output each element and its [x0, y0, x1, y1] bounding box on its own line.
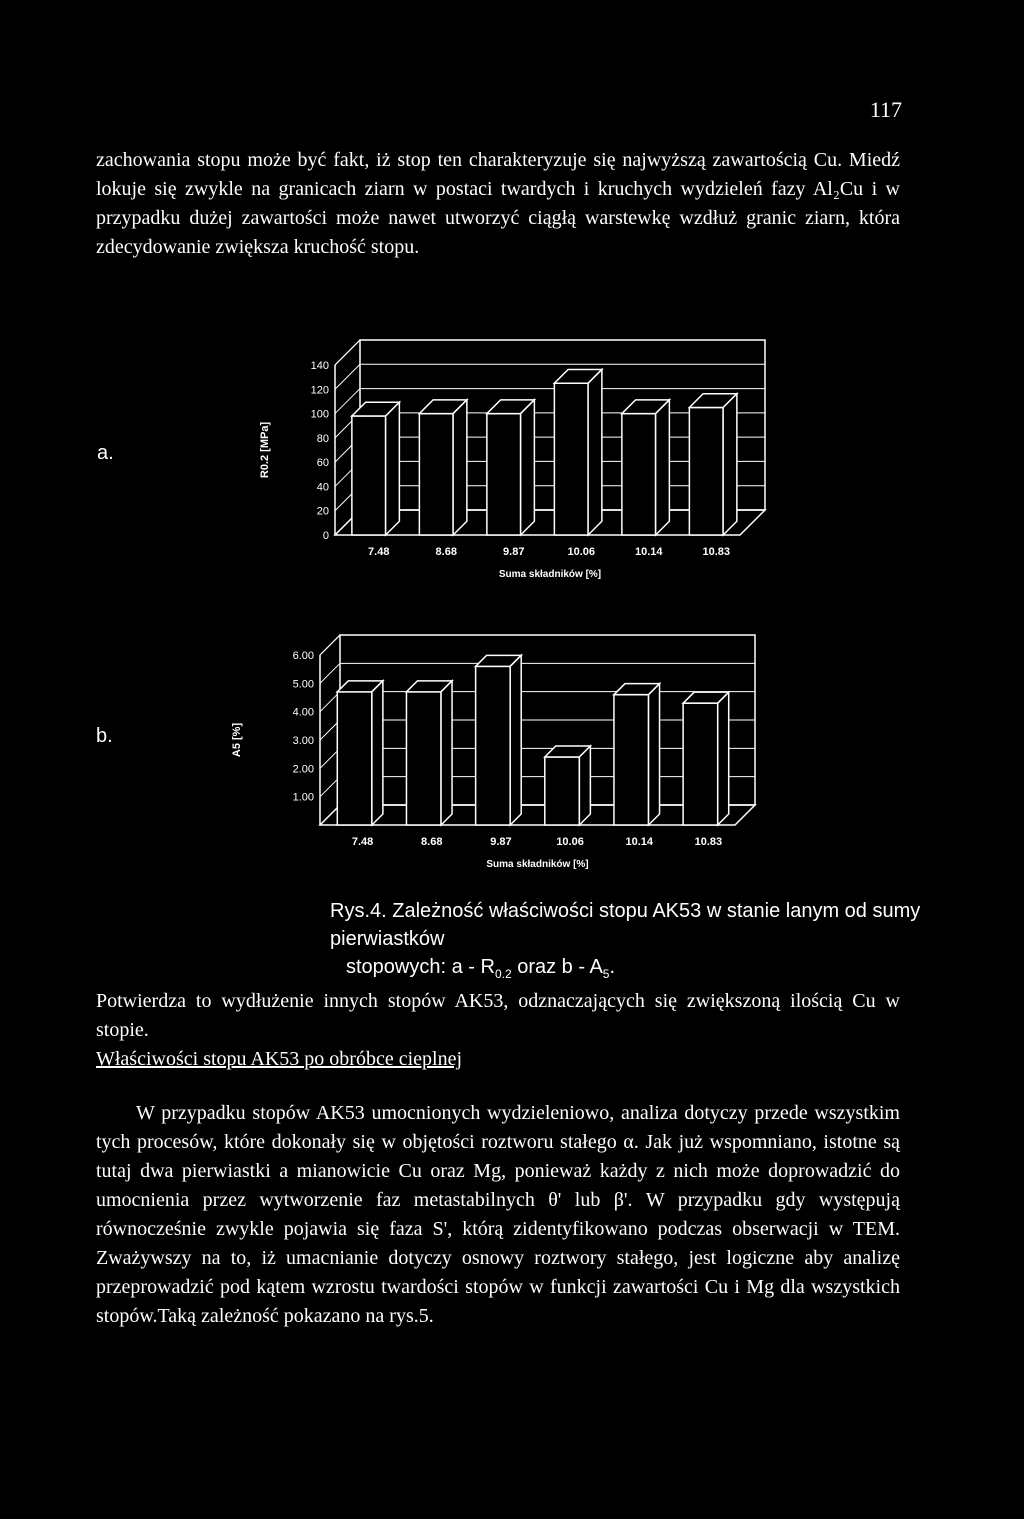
bar: [689, 408, 723, 536]
bar-side: [656, 400, 670, 535]
caption-text: oraz b - A: [511, 956, 603, 978]
bar: [683, 703, 718, 825]
y-tick-label: 20: [316, 505, 329, 518]
bar-side: [579, 746, 590, 825]
panel-label-b: b.: [96, 725, 113, 747]
x-axis-title: Suma składników [%]: [498, 569, 602, 580]
caption-text: .: [609, 956, 616, 978]
grid-line: [320, 663, 340, 683]
grid-line: [320, 635, 340, 655]
x-axis-title: Suma składników [%]: [486, 859, 589, 870]
x-tick-label: 10.83: [694, 836, 723, 848]
caption-subscript: 0.2: [494, 967, 512, 981]
y-axis-title: R0.2 [MPa]: [259, 421, 271, 479]
bar: [406, 692, 441, 825]
bar-side: [588, 369, 602, 535]
bar: [476, 666, 511, 825]
bar: [622, 414, 656, 535]
y-tick-label: 6.00: [292, 650, 314, 662]
chart-r02: [240, 335, 800, 595]
y-tick-label: 0: [322, 530, 329, 542]
y-tick-label: 2.00: [292, 763, 314, 776]
y-tick-label: 1.00: [292, 791, 314, 804]
chart-a5: [231, 625, 800, 875]
bar-side: [441, 681, 452, 825]
page-number: 117: [869, 97, 902, 122]
y-tick-label: 3.00: [292, 735, 314, 747]
bar-side: [723, 394, 737, 535]
x-tick-label: 7.48: [368, 546, 390, 558]
y-tick-label: 60: [316, 457, 329, 470]
x-tick-label: 8.68: [435, 546, 457, 558]
bar-side: [649, 684, 660, 825]
x-tick-label: 9.87: [490, 836, 512, 848]
x-tick-label: 7.48: [351, 836, 374, 848]
bar: [487, 414, 521, 535]
caption-text: stopowych: a - R: [346, 956, 495, 978]
y-tick-label: 100: [310, 408, 329, 421]
y-tick-label: 40: [316, 481, 329, 494]
y-tick-label: 140: [310, 360, 329, 372]
x-tick-label: 10.06: [567, 546, 596, 558]
x-tick-label: 10.06: [556, 836, 584, 848]
bar-side: [521, 400, 535, 535]
paragraph-heat-treatment: W przypadku stopów AK53 umocnionych wydzieleniowo, analiza dotyczy przede wszystkim tych procesów, które dokonały się w objętości roztworu stałego α. Jak już wspomniano, istotne są tutaj dwa pierwiastki a mianowicie Cu oraz Mg, ponieważ każdy z nich może doprowadzić do umocnienia przez wytworzenie faz metastabilnych θ' lub β'. W przypadku gdy występują równocześnie zwykle pojawia się faza S', którą zidentyfikowano podczas obserwacji w TEM. Zważywszy na to, iż umacnianie dotyczy osnowy roztwory stałego, jest logiczne aby analizę przeprowadzić pod kątem wzrostu twardości stopów w funkcji zawartości Cu i Mg dla wszystkich stopów.Taką zależność pokazano na rys.5.: [96, 1102, 900, 1327]
x-tick-label: 9.87: [503, 546, 525, 558]
paragraph-confirmation: Potwierdza to wydłużenie innych stopów AK53, odznaczających się zwiększoną ilością Cu w stopie.: [96, 990, 900, 1041]
x-tick-label: 10.14: [634, 546, 663, 558]
paragraph-intro: zachowania stopu może być fakt, iż stop ten charakteryzuje się najwyższą zawartością Cu. Miedź lokuje się zwykle na granicach ziarn w postaci twardych i kruchych wydzieleń fazy Al₂Cu i w przypadku dużej zawartości może nawet utworzyć ciągłą warstewkę wzdłuż granic ziarn, która zdecydowanie zwiększa kruchość stopu.: [96, 149, 900, 258]
bar: [554, 383, 588, 535]
y-tick-label: 4.00: [292, 706, 314, 719]
caption-subscript: 5: [602, 967, 610, 981]
bar: [545, 757, 580, 825]
figure-caption: [330, 897, 930, 988]
grid-line: [335, 340, 360, 365]
bar: [419, 414, 453, 535]
y-tick-label: 120: [310, 384, 329, 397]
y-tick-label: 80: [316, 432, 329, 445]
bar: [337, 692, 372, 825]
grid-line: [335, 389, 360, 414]
caption-line-1: Rys.4. Zależność właściwości stopu AK53 w stanie lanym od sumy pierwiastków: [330, 900, 921, 950]
x-tick-label: 8.68: [421, 836, 443, 848]
bar-side: [453, 400, 467, 535]
y-axis-title: A5 [%]: [231, 722, 243, 758]
x-tick-label: 10.83: [702, 546, 731, 558]
bar-side: [510, 655, 521, 825]
bar: [614, 695, 649, 825]
bar-side: [372, 681, 383, 825]
y-tick-label: 5.00: [292, 678, 314, 691]
bar-side: [718, 692, 729, 825]
grid-line: [335, 364, 360, 389]
caption-line-2: [330, 953, 930, 988]
bar: [352, 416, 386, 535]
x-tick-label: 10.14: [625, 836, 654, 848]
bar-side: [386, 402, 400, 535]
panel-label-a: a.: [97, 442, 114, 464]
section-heading: Właściwości stopu AK53 po obróbce cieplnej: [96, 1048, 463, 1070]
